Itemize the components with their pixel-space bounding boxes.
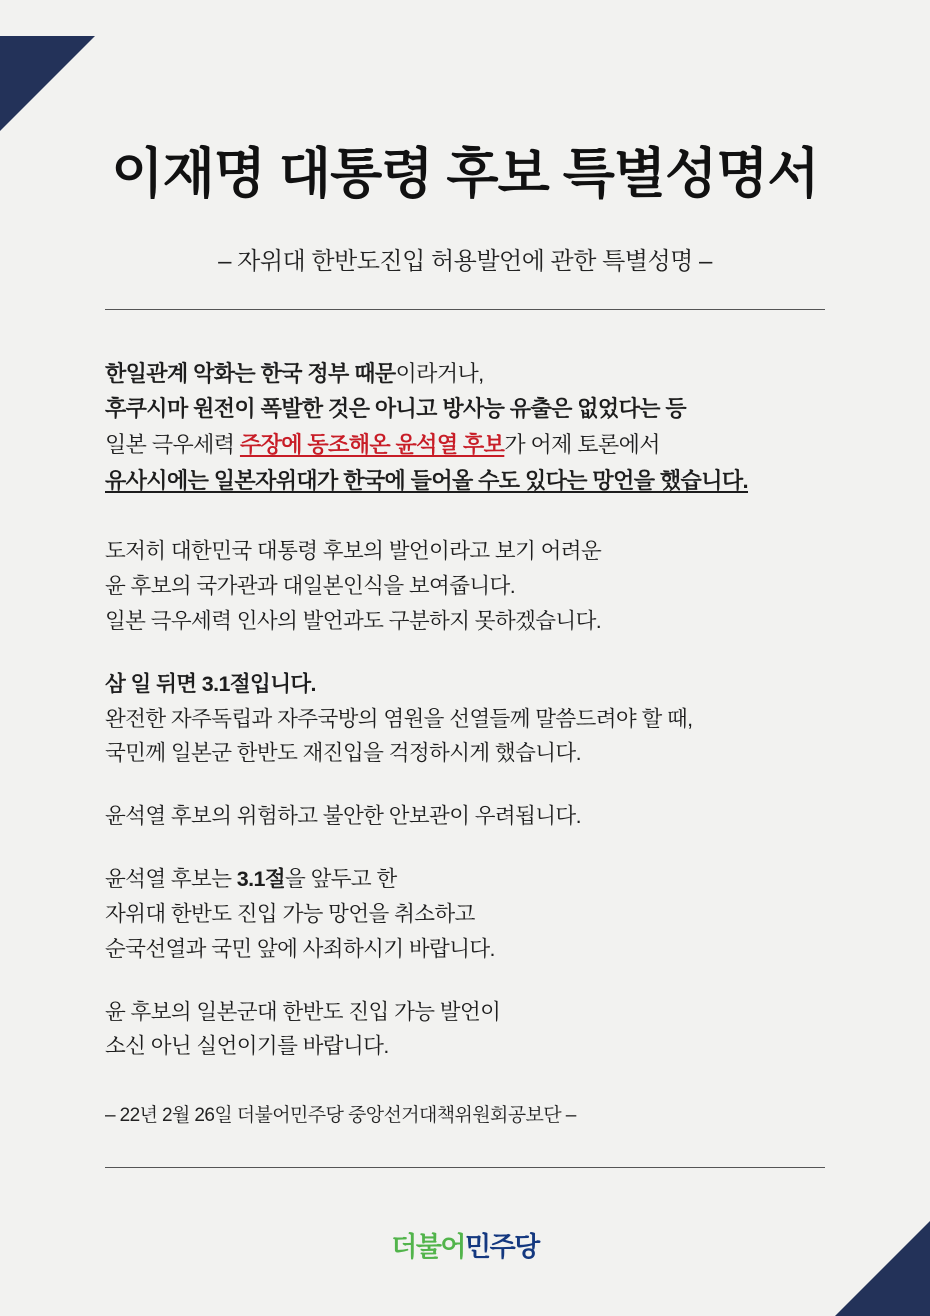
text-segment: 후쿠시마 원전이 폭발한 것은 아니고 방사능 유출은 없었다는 등	[105, 396, 687, 422]
text-segment: 국민께 일본군 한반도 재진입을 걱정하시게 했습니다.	[105, 741, 581, 766]
statement-page	[0, 36, 930, 1316]
paragraph-p3	[105, 667, 825, 771]
text-segment: 자위대 한반도 진입 가능 망언을 취소하고	[105, 901, 475, 926]
text-segment: 윤 후보의 일본군대 한반도 진입 가능 발언이	[105, 999, 501, 1024]
text-segment: 가 어제 토론에서	[504, 432, 660, 458]
text-segment: 이라거나,	[395, 360, 484, 386]
paragraph-line	[105, 667, 825, 702]
paragraph-p2	[105, 534, 825, 638]
text-segment: 을 앞두고 한	[285, 867, 397, 892]
statement-body	[105, 356, 825, 1064]
paragraph-line	[105, 1029, 825, 1064]
paragraph-p4	[105, 799, 825, 834]
divider-bottom-wrap	[105, 1167, 825, 1168]
page-subtitle: – 자위대 한반도진입 허용발언에 관한 특별성명 –	[218, 247, 712, 275]
paragraph-p5	[105, 862, 825, 966]
paragraph-line	[105, 799, 825, 834]
paragraph-line	[105, 932, 825, 967]
text-segment: 도저히 대한민국 대통령 후보의 발언이라고 보기 어려운	[105, 539, 602, 564]
party-logo	[391, 1225, 539, 1264]
text-segment: 삼 일 뒤면 3.1절입니다.	[105, 671, 316, 696]
party-logo-part1: 더불어	[391, 1232, 465, 1263]
text-segment: 주장에 동조해온 윤석열 후보	[239, 432, 505, 458]
text-segment: 유사시에는 일본자위대가 한국에 들어올 수도 있다는 망언을 했습니다.	[105, 467, 749, 493]
text-segment: 소신 아닌 실언이기를 바랍니다.	[105, 1034, 389, 1059]
divider-bottom	[105, 1167, 825, 1168]
page-title: 이재명 대통령 후보 특별성명서	[111, 144, 819, 205]
paragraph-line	[105, 356, 825, 392]
paragraph-p6	[105, 995, 825, 1065]
paragraph-line	[105, 463, 825, 499]
paragraph-line	[105, 391, 825, 427]
text-segment: 순국선열과 국민 앞에 사죄하시기 바랍니다.	[105, 936, 495, 961]
statement-signature: – 22년 2월 26일 더불어민주당 중앙선거대책위원회공보단 –	[105, 1105, 576, 1127]
text-segment: 3.1절	[236, 867, 286, 892]
divider-top	[105, 309, 825, 310]
paragraph-line	[105, 604, 825, 639]
text-segment: 일본 극우세력	[105, 432, 240, 458]
paragraph-line	[105, 427, 825, 463]
paragraph-line	[105, 569, 825, 604]
party-logo-part2: 민주당	[465, 1232, 539, 1263]
text-segment: 한일관계 악화는 한국 정부 때문	[105, 360, 396, 386]
text-segment: 완전한 자주독립과 자주국방의 염원을 선열들께 말씀드려야 할 때,	[105, 706, 693, 731]
paragraph-line	[105, 995, 825, 1030]
paragraph-line	[105, 534, 825, 569]
party-logo-wrap	[0, 1225, 930, 1264]
paragraph-line	[105, 736, 825, 771]
text-segment: 윤 후보의 국가관과 대일본인식을 보여줍니다.	[105, 574, 516, 599]
text-segment: 윤석열 후보는	[105, 867, 237, 892]
text-segment: 일본 극우세력 인사의 발언과도 구분하지 못하겠습니다.	[105, 608, 602, 633]
text-segment: 윤석열 후보의 위험하고 불안한 안보관이 우려됩니다.	[105, 804, 581, 829]
paragraph-line	[105, 702, 825, 737]
paragraph-line	[105, 862, 825, 897]
paragraph-line	[105, 897, 825, 932]
paragraph-lead	[105, 356, 825, 499]
